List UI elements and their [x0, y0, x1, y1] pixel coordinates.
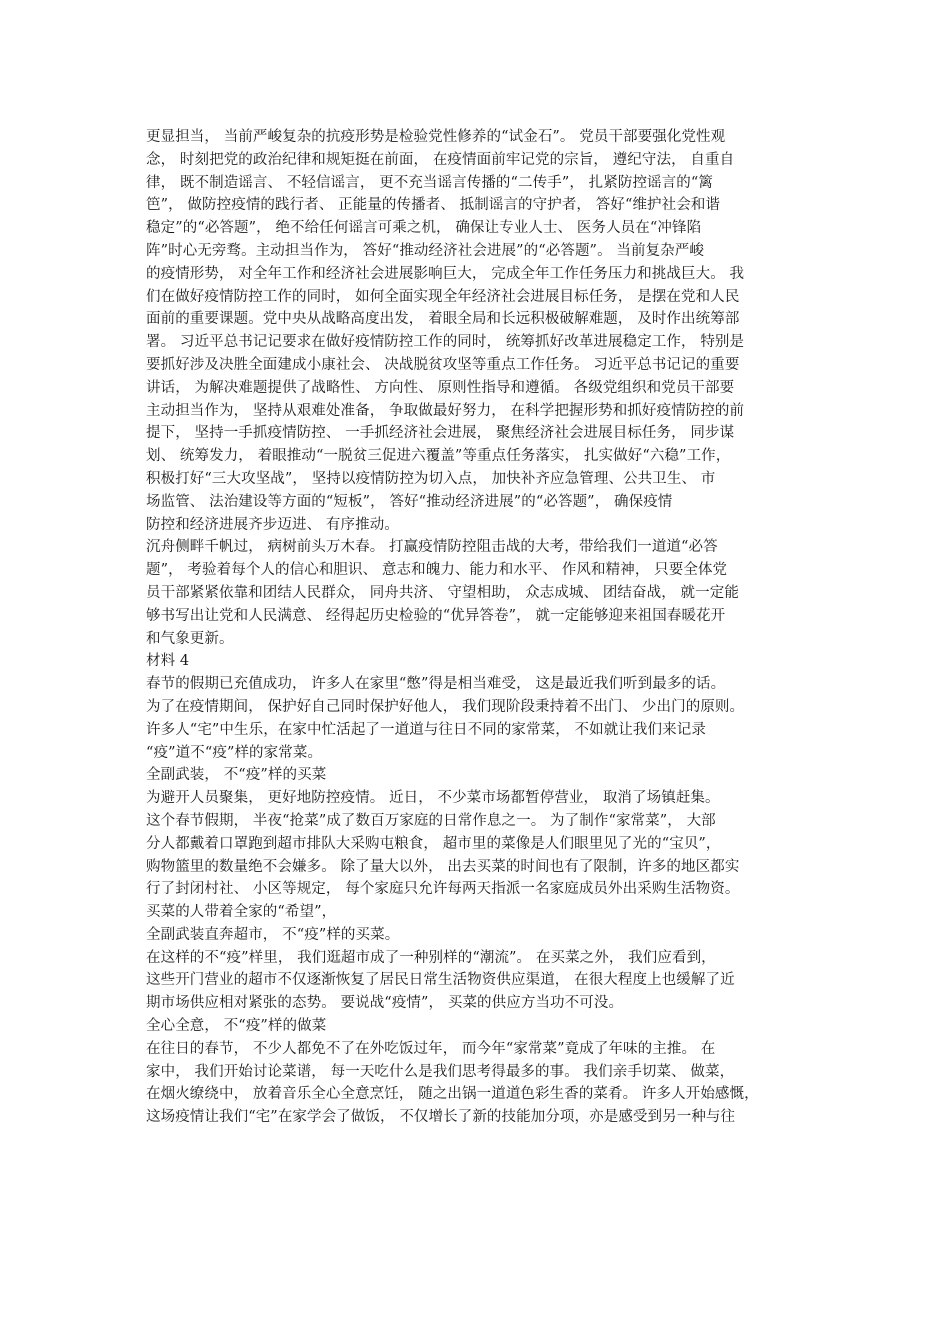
text-line: 在往日的春节， 不少人都免不了在外吃饭过年， 而今年“家常菜”竟成了年味的主推。 在	[146, 1040, 716, 1057]
text-line: 划、 统筹发力， 着眼推动“一脱贫三促进六覆盖”等重点任务落实， 扎实做好“六稳”工作，	[146, 448, 731, 465]
text-line: 够书写出让党和人民满意、 经得起历史检验的“优异答卷”， 就一定能够迎来祖国春暖花开	[146, 607, 726, 624]
text-line: 期市场供应相对紧张的态势。 要说战“疫情”， 买菜的供应方当功不可没。	[146, 995, 624, 1012]
text-line: 春节的假期已充值成功， 许多人在家里“憋”得是相当难受， 这是最近我们听到最多的话。	[146, 676, 726, 693]
text-line: 全心全意， 不“疫”样的做菜	[146, 1018, 327, 1035]
text-line: 材料 4	[146, 653, 190, 670]
text-line: 购物篮里的数量绝不会嫌多。 除了量大以外， 出去买菜的时间也有了限制，许多的地区都实	[146, 858, 740, 875]
text-line: 讲话， 为解决难题提供了战略性、 方向性、 原则性指导和遵循。 各级党组织和党员干部要	[146, 379, 735, 396]
text-line: 笆”， 做防控疫情的践行者、 正能量的传播者、 抵制谣言的守护者， 答好“维护社会和谐	[146, 197, 721, 214]
text-line: 为了在疫情期间， 保护好自己同时保护好他人， 我们现阶段秉持着不出门、 少出门的原则。	[146, 698, 745, 715]
text-line: 这场疫情让我们“宅”在家学会了做饭， 不仅增长了新的技能加分项，亦是感受到另一种与往	[146, 1109, 736, 1126]
text-line: 署。 习近平总书记记要求在做好疫情防控工作的同时， 统筹抓好改革进展稳定工作， 特别是	[146, 334, 745, 351]
text-line: 全副武装直奔超市， 不“疫”样的买菜。	[146, 926, 400, 943]
text-line: 积极打好“三大攻坚战”， 坚持以疫情防控为切入点， 加快补齐应急管理、公共卫生、 市	[146, 470, 716, 487]
text-line: 分人都戴着口罩跑到超市排队大采购屯粮食， 超市里的菜像是人们眼里见了光的“宝贝”，	[146, 835, 721, 852]
text-line: 买菜的人带着全家的“希望”，	[146, 904, 337, 921]
text-line: 许多人“宅”中生乐，在家中忙活起了一道道与往日不同的家常菜， 不如就让我们来记录	[146, 721, 706, 738]
text-line: 这些开门营业的超市不仅逐渐恢复了居民日常生活物资供应渠道， 在很大程度上也缓解了近	[146, 972, 735, 989]
text-line: 提下， 坚持一手抓疫情防控、 一手抓经济社会进展， 聚焦经济社会进展目标任务， 同步谋	[146, 425, 735, 442]
text-line: 主动担当作为， 坚持从艰难处准备， 争取做最好努力， 在科学把握形势和抓好疫情防控的前	[146, 402, 745, 419]
text-line: 沉舟侧畔千帆过， 病树前头万木春。 打赢疫情防控阻击战的大考，带给我们一道道“必答	[146, 539, 718, 556]
text-line: 在烟火缭绕中， 放着音乐全心全意烹饪， 随之出锅一道道色彩生香的菜肴。 许多人开始感慨，	[146, 1086, 759, 1103]
text-line: 面前的重要课题。党中央从战略高度出发， 着眼全局和长远积极破解难题， 及时作出统筹部	[146, 311, 740, 328]
text-line: 阵”时心无旁骛。主动担当作为， 答好“推动经济社会进展”的“必答题”。 当前复杂严峻	[146, 242, 704, 259]
text-line: 稳定”的“必答题”， 绝不给任何谣言可乘之机， 确保让专业人士、 医务人员在“冲锋陷	[146, 220, 702, 237]
text-line: 题”， 考验着每个人的信心和胆识、 意志和魄力、能力和水平、 作风和精神， 只要全体党	[146, 562, 728, 579]
text-line: 员干部紧紧依靠和团结人民群众， 同舟共济、 守望相助， 众志成城、 团结奋战， 就一定能	[146, 584, 739, 601]
text-line: 防控和经济进展齐步迈进、 有序推动。	[146, 516, 399, 533]
document-body	[146, 126, 816, 1129]
text-line: 场监管、 法治建设等方面的“短板”， 答好“推动经济进展”的“必答题”， 确保疫情	[146, 493, 673, 510]
text-line: 们在做好疫情防控工作的同时， 如何全面实现全年经济社会进展目标任务， 是摆在党和人民	[146, 288, 740, 305]
text-line: 更显担当， 当前严峻复杂的抗疫形势是检验党性修养的“试金石”。 党员干部要强化党性观	[146, 129, 726, 145]
text-line: “疫”道不“疫”样的家常菜。	[146, 744, 323, 761]
text-line: 要抓好涉及决胜全面建成小康社会、 决战脱贫攻坚等重点工作任务。 习近平总书记记的重要	[146, 356, 740, 373]
text-line: 律， 既不制造谣言、 不轻信谣言， 更不充当谣言传播的“二传手”， 扎紧防控谣言的“篱	[146, 174, 713, 191]
text-line: 在这样的不“疫”样里， 我们逛超市成了一种别样的“潮流”。 在买菜之外， 我们应看到，	[146, 949, 716, 966]
text-line: 全副武装， 不“疫”样的买菜	[146, 767, 327, 784]
text-line: 的疫情形势， 对全年工作和经济社会进展影响巨大， 完成全年工作任务压力和挑战巨大。 我	[146, 265, 745, 282]
text-line: 行了封闭村社、 小区等规定， 每个家庭只允许每两天指派一名家庭成员外出采购生活物资。	[146, 881, 740, 898]
text-line: 为避开人员聚集， 更好地防控疫情。 近日， 不少菜市场都暂停营业， 取消了场镇赶集。	[146, 790, 720, 807]
text-line: 家中， 我们开始讨论菜谱， 每一天吃什么是我们思考得最多的事。 我们亲手切菜、 做菜，	[146, 1063, 735, 1080]
text-line: 念， 时刻把党的政治纪律和规矩挺在前面， 在疫情面前牢记党的宗旨， 遵纪守法， 自重自	[146, 151, 735, 168]
text-line: 这个春节假期， 半夜“抢菜”成了数百万家庭的日常作息之一。 为了制作“家常菜”， 大部	[146, 812, 716, 829]
text-line: 和气象更新。	[146, 630, 234, 647]
